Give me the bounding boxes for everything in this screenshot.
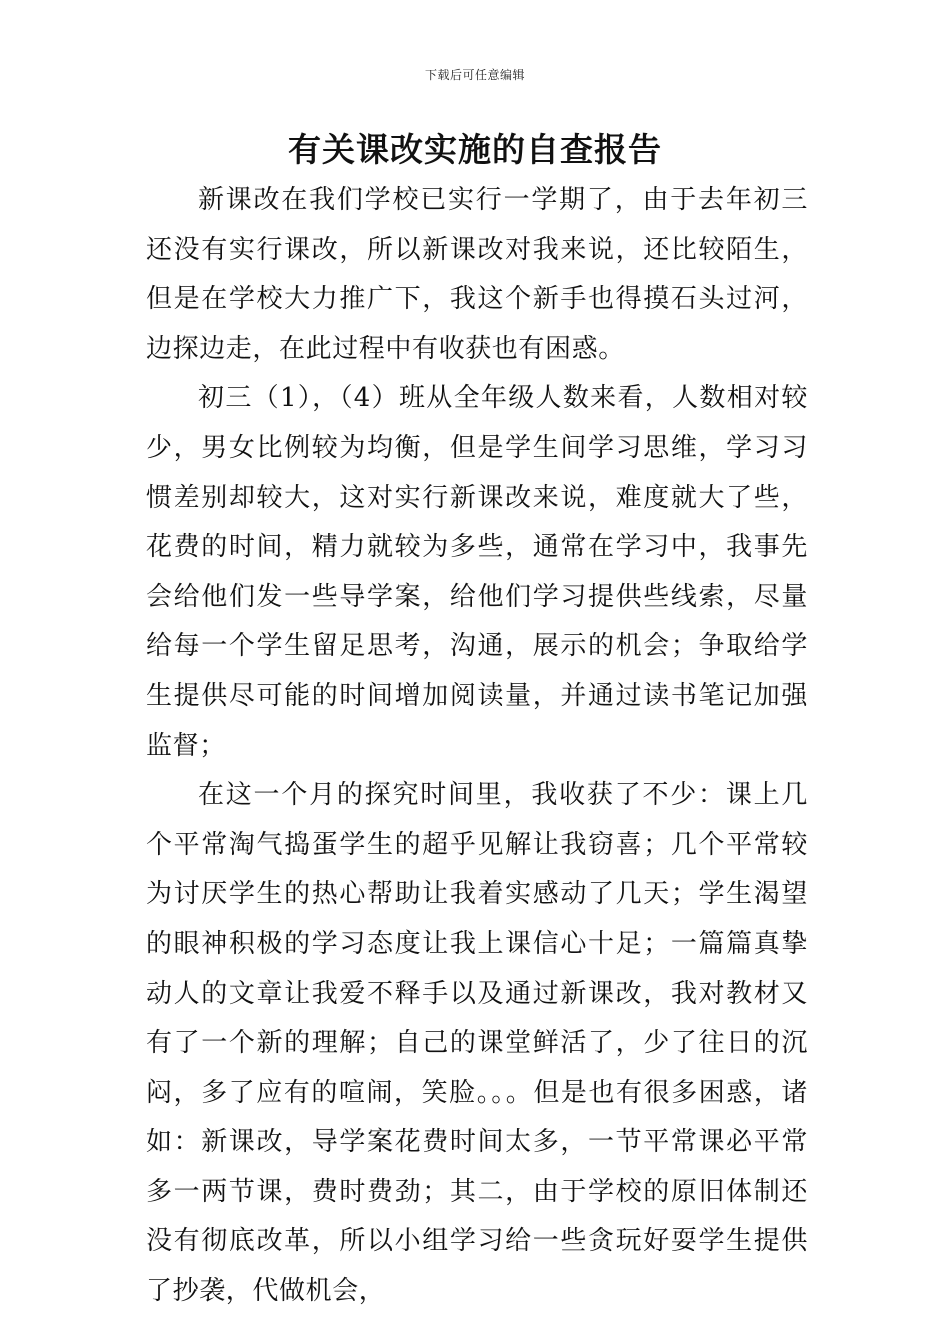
- paragraph-1: 新课改在我们学校已实行一学期了，由于去年初三还没有实行课改，所以新课改对我来说，还比较陌生，但是在学校大力推广下，我这个新手也得摸石头过河，边探边走，在此过程中有收获也有困惑。: [146, 185, 808, 364]
- document-title: 有关课改实施的自查报告: [288, 130, 662, 169]
- header-note: 下载后可任意编辑: [424, 68, 525, 82]
- paragraph-3: 在这一个月的探究时间里，我收获了不少：课上几个平常淘气捣蛋学生的超乎见解让我窃喜；几个平常较为讨厌学生的热心帮助让我着实感动了几天；学生渴望的眼神积极的学习态度让我上课信心十足；一篇篇真挚动人的文章让我爱不释手以及通过新课改，我对教材又有了一个新的理解；自己的课堂鲜活了，少了往日的沉闷，多了应有的喧闹，笑脸。。。但是也有很多困惑，诸如：新课改，导学案花费时间太多，一节平常课必平常多一两节课，费时费劲；其二，由于学校的原旧体制还没有彻底改革，所以小组学习给一些贪玩好耍学生提供了抄袭，代做机会，: [146, 780, 808, 1307]
- paragraph-2: 初三（1），（4）班从全年级人数来看，人数相对较少，男女比例较为均衡，但是学生间学习思维，学习习惯差别却较大，这对实行新课改来说，难度就大了些，花费的时间，精力就较为多些，通常在学习中，我事先会给他们发一些导学案，给他们学习提供些线索，尽量给每一个学生留足思考，沟通，展示的机会；争取给学生提供尽可能的时间增加阅读量，并通过读书笔记加强监督；: [146, 383, 808, 761]
- document-body: [146, 176, 808, 1317]
